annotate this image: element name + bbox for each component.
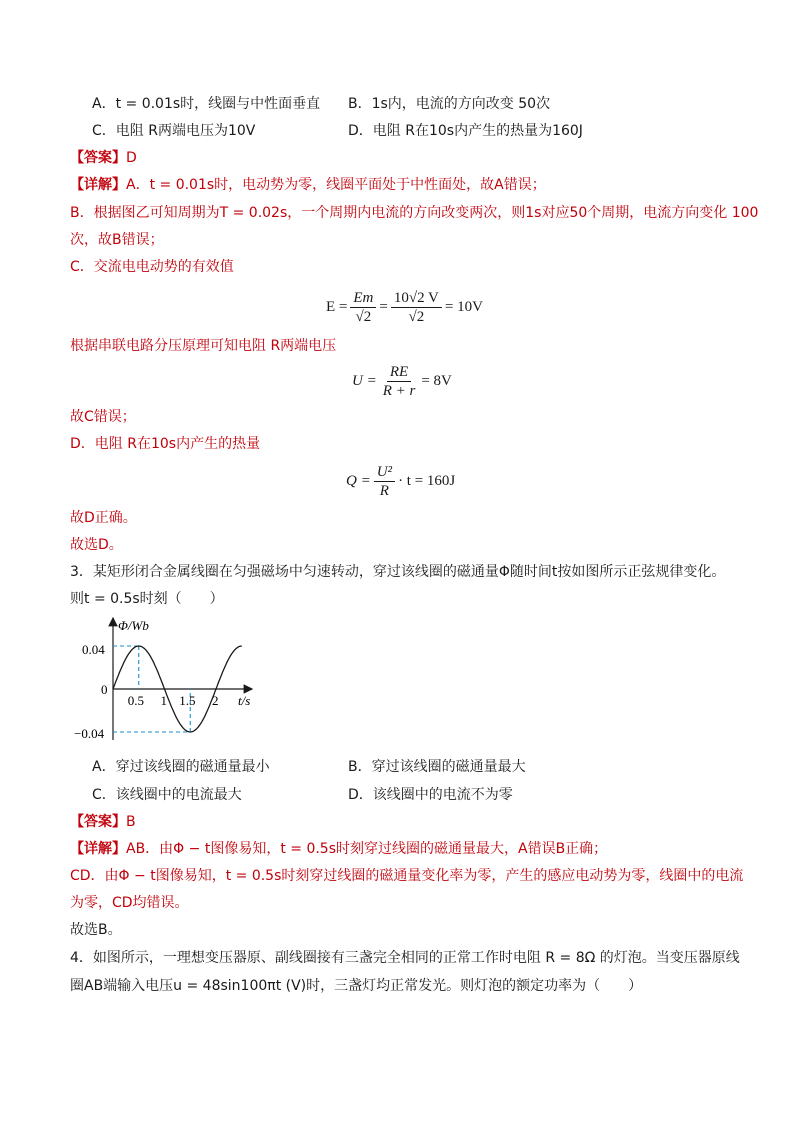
eq3-den: R (379, 482, 389, 499)
detail-text: A．t = 0.01s时，电动势为零，线圈平面处于中性面处，故A错误； (126, 177, 546, 193)
q3-detail-4: 故选B。 (70, 922, 122, 938)
eq2-lhs: U = (352, 372, 377, 389)
answer-tag: 【答案】 (70, 150, 126, 166)
q4-stem-2: 圈AB端输入电压u = 48sin100πt (V)时，三盏灯均正常发光。则灯泡的额定功率为（ ） (70, 978, 643, 994)
y-tick-bottom: −0.04 (74, 726, 105, 741)
q3-option-a: A．穿过该线圈的磁通量最小 (92, 759, 270, 775)
q2-detail-2: B．根据图乙可知周期为T = 0.02s，一个周期内电流的方向改变两次，则1s对应50个周期，电流方向变化 100 (70, 205, 759, 221)
eq2-num: RE (387, 363, 411, 382)
y-axis-label: Φ/Wb (118, 618, 149, 633)
x-axis-label: t/s (238, 693, 251, 708)
q2-detail-3: 次，故B错误； (70, 232, 164, 248)
answer-value: D (126, 150, 137, 166)
eq3-num: U² (374, 463, 395, 482)
x-tick-label: 1 (160, 693, 167, 708)
eq2-den: R + r (382, 382, 416, 399)
q2-detail-8: 故D正确。 (70, 510, 137, 526)
y-tick-top: 0.04 (82, 642, 105, 657)
eq2-rhs: = 8V (421, 372, 452, 389)
eq3-rhs: · t = 160J (398, 472, 456, 489)
q2-option-c: C．电阻 R两端电压为10V (92, 123, 256, 139)
x-tick-label: 0.5 (127, 693, 145, 708)
eq1-num2: 10√2 V (391, 289, 442, 308)
answer-value: B (126, 814, 136, 830)
eq3-frac (374, 463, 395, 500)
q3-option-c: C．该线圈中的电流最大 (92, 787, 242, 803)
eq1-frac-2 (391, 289, 442, 326)
q2-option-b: B．1s内，电流的方向改变 50次 (348, 96, 551, 112)
q2-option-d: D．电阻 R在10s内产生的热量为160J (348, 123, 583, 139)
eq3-lhs: Q = (346, 472, 371, 489)
q3-stem-2: 则t = 0.5s时刻（ ） (70, 591, 224, 607)
x-tick-label: 2 (212, 693, 219, 708)
q3-option-b: B．穿过该线圈的磁通量最大 (348, 759, 526, 775)
detail-tag: 【详解】 (70, 177, 126, 193)
equation-emf (326, 286, 483, 328)
q3-answer-line (70, 812, 136, 832)
q3-detail-3: 为零，CD均错误。 (70, 895, 189, 911)
y-tick-zero: 0 (101, 682, 108, 697)
equation-voltage (352, 360, 452, 402)
eq1-equals: = (379, 298, 388, 315)
eq1-den2: √2 (408, 308, 425, 325)
eq1-num1: Em (350, 289, 376, 308)
eq1-frac-1 (350, 289, 376, 326)
flux-time-graph (70, 612, 270, 750)
eq1-lhs: E = (326, 298, 348, 315)
eq1-den1: √2 (355, 308, 372, 325)
q2-detail-1 (70, 175, 546, 195)
x-tick-label: 1.5 (179, 693, 196, 708)
q3-detail-1 (70, 839, 607, 859)
q2-detail-6: 故C错误； (70, 409, 136, 425)
detail-text: AB．由Φ − t图像易知，t = 0.5s时刻穿过线圈的磁通量最大，A错误B正确； (126, 841, 608, 857)
q2-detail-9: 故选D。 (70, 537, 123, 553)
answer-tag: 【答案】 (70, 814, 126, 830)
eq2-frac (380, 363, 419, 400)
detail-tag: 【详解】 (70, 841, 126, 857)
q3-stem-1: 3．某矩形闭合金属线圈在匀强磁场中匀速转动，穿过该线圈的磁通量Φ随时间t按如图所示正弦规律变化。 (70, 564, 726, 580)
q2-detail-4: C．交流电电动势的有效值 (70, 259, 234, 275)
q4-stem-1: 4．如图所示，一理想变压器原、副线圈接有三盏完全相同的正常工作时电阻 R = 8Ω 的灯泡。当变压器原线 (70, 950, 740, 966)
q2-option-a: A．t = 0.01s时，线圈与中性面垂直 (92, 96, 321, 112)
q2-detail-5: 根据串联电路分压原理可知电阻 R两端电压 (70, 338, 337, 354)
q2-answer-line (70, 148, 137, 168)
eq1-rhs: = 10V (444, 298, 483, 315)
q3-detail-2: CD．由Φ − t图像易知，t = 0.5s时刻穿过线圈的磁通量变化率为零，产生的感应电动势为零，线圈中的电流 (70, 868, 744, 884)
q2-detail-7: D．电阻 R在10s内产生的热量 (70, 436, 261, 452)
q3-option-d: D．该线圈中的电流不为零 (348, 787, 513, 803)
equation-heat (346, 460, 455, 502)
